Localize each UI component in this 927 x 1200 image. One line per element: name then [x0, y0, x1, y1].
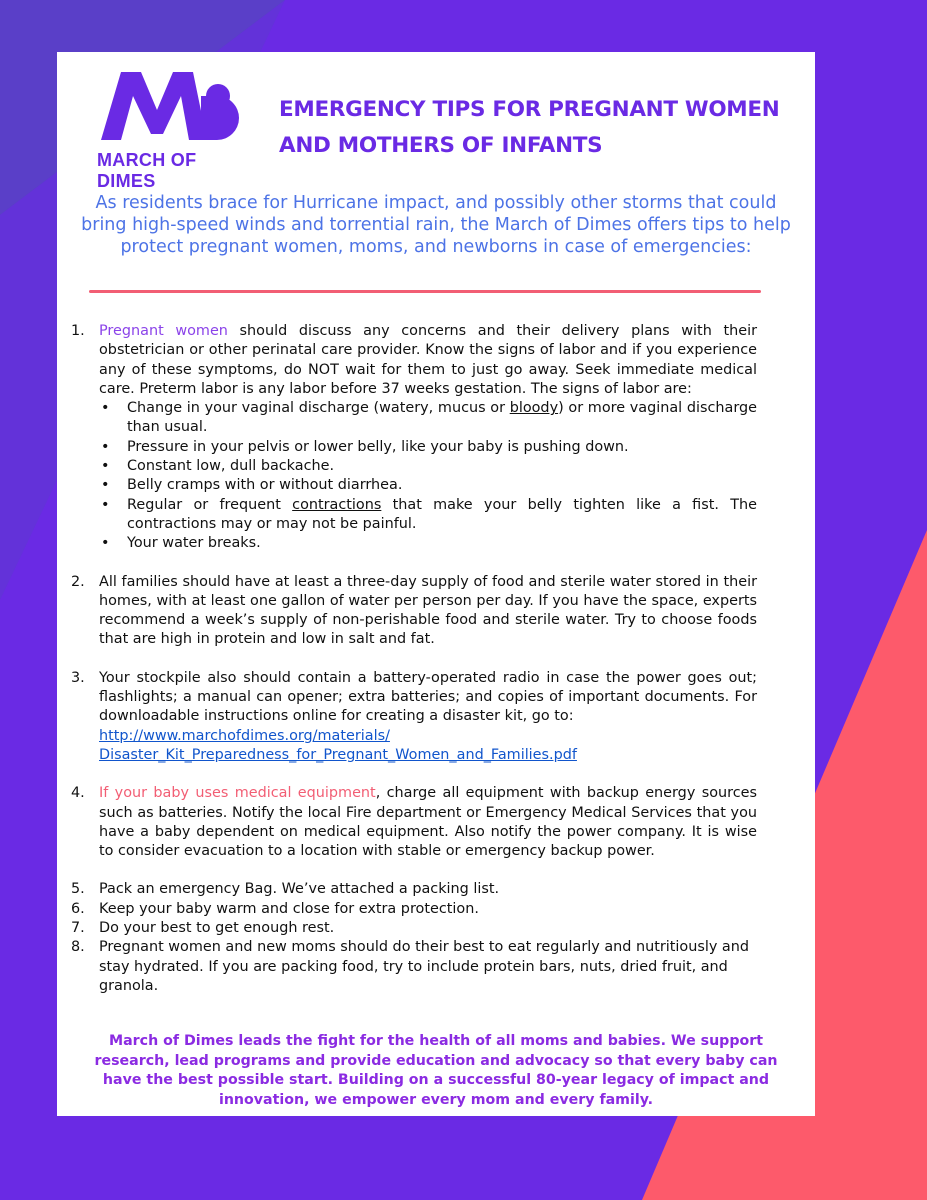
item-text: All families should have at least a three-day supply of food and sterile water stored in their homes, with at least one gallon of water per person per day. If you have the space, experts recommend a week’s supply of non-perishable food and sterile water. Try to choose foods that are high in protein and low in salt and fat.	[99, 573, 757, 648]
list-item	[71, 573, 757, 650]
logo-text: MARCH OF DIMES	[97, 150, 197, 191]
list-item	[71, 784, 757, 861]
page-title: EMERGENCY TIPS FOR PREGNANT WOMEN AND MOTHERS OF INFANTS	[279, 97, 780, 158]
list-item	[99, 457, 757, 476]
divider	[89, 290, 761, 293]
list-item	[99, 438, 757, 457]
item-text: Pack an emergency Bag. We’ve attached a packing list.	[99, 881, 500, 898]
disaster-kit-link[interactable]	[99, 727, 757, 766]
list-item	[71, 669, 757, 765]
bullet-text: that make your belly tighten like a fist. The contractions may or may not be painful.	[127, 496, 758, 532]
bullet-text: Pressure in your pelvis or lower belly, like your baby is pushing down.	[127, 438, 629, 455]
item-number: 5.	[71, 881, 85, 898]
list-item	[99, 496, 757, 535]
item-highlight: Pregnant women	[99, 323, 228, 339]
bloody-link[interactable]: bloody	[509, 400, 559, 417]
item-text: Your stockpile also should contain a battery-operated radio in case the power goes out; flashlights; a manual can opener; extra batteries; and copies of important documents. For downloadable instructions online for creating a disaster kit, go to:	[99, 669, 757, 725]
bullet-text: Belly cramps with or without diarrhea.	[127, 477, 403, 494]
bullet-icon: •	[101, 458, 110, 475]
bullet-icon: •	[101, 400, 110, 417]
bullet-text: ) or more vaginal discharge than usual.	[127, 400, 757, 436]
item-number: 3.	[71, 669, 85, 686]
item-number: 2.	[71, 573, 85, 590]
footer-statement: March of Dimes leads the fight for the health of all moms and babies. We support research, lead programs and provide education and advocacy so that every baby can have the best possible start. Building on a successful 80-year legacy of impact and innovation, we empower every mom and every family.	[94, 1033, 778, 1108]
list-item	[71, 322, 757, 554]
logo-mark-icon	[97, 68, 247, 148]
document-card	[57, 52, 815, 1116]
item-number: 7.	[71, 920, 85, 937]
link-part[interactable]: http://www.marchofdimes.org/materials/	[99, 727, 390, 744]
link-part[interactable]: Disaster_Kit_Preparedness_for_Pregnant_Women_and_Families.pdf	[99, 746, 577, 763]
bullet-icon: •	[101, 477, 110, 494]
list-item	[71, 938, 757, 996]
contractions-link[interactable]: contractions	[292, 496, 382, 513]
item-text: , charge all equipment with backup energy sources such as batteries. Notify the local Fire department or Emergency Medical Services that you have a baby dependent on medical equipment. Also notify the power company. It is wise to consider evacuation to a location with stable or emergency backup power.	[99, 785, 757, 860]
bullet-text: Change in your vaginal discharge (watery, mucus or	[127, 400, 510, 417]
item-number: 6.	[71, 900, 85, 917]
march-of-dimes-logo	[97, 68, 247, 192]
tips-list	[71, 322, 757, 996]
list-item	[71, 900, 757, 919]
bullet-text: Your water breaks.	[127, 535, 261, 552]
item-number: 1.	[71, 323, 85, 339]
list-item	[99, 534, 757, 553]
list-item	[99, 399, 757, 438]
item-number: 4.	[71, 785, 85, 802]
list-item	[71, 919, 757, 938]
bullet-icon: •	[101, 496, 110, 513]
item-text: Do your best to get enough rest.	[99, 920, 335, 937]
item-number: 8.	[71, 939, 85, 956]
bullet-text: Regular or frequent	[127, 496, 293, 513]
bullet-text: Constant low, dull backache.	[127, 458, 335, 475]
item-highlight: If your baby uses medical equipment	[99, 785, 376, 802]
item-text: Keep your baby warm and close for extra protection.	[99, 900, 479, 917]
labor-signs-list	[99, 399, 757, 553]
intro-paragraph: As residents brace for Hurricane impact, and possibly other storms that could bring high-speed winds and torrential rain, the March of Dimes offers tips to help protect pregnant women, moms, and newborns in case of emergencies:	[81, 193, 791, 257]
list-item	[71, 880, 757, 899]
list-item	[99, 476, 757, 495]
bullet-icon: •	[101, 438, 110, 455]
item-text: should discuss any concerns and their delivery plans with their obstetrician or other perinatal care provider. Know the signs of labor and if you experience any of these symptoms, do NOT wait for them to just go away. Seek immediate medical care. Preterm labor is any labor before 37 weeks gestation. The signs of labor are:	[99, 323, 757, 397]
item-text: Pregnant women and new moms should do their best to eat regularly and nutritiously and stay hydrated. If you are packing food, try to include protein bars, nuts, dried fruit, and granola.	[99, 939, 749, 994]
bullet-icon: •	[101, 535, 110, 552]
